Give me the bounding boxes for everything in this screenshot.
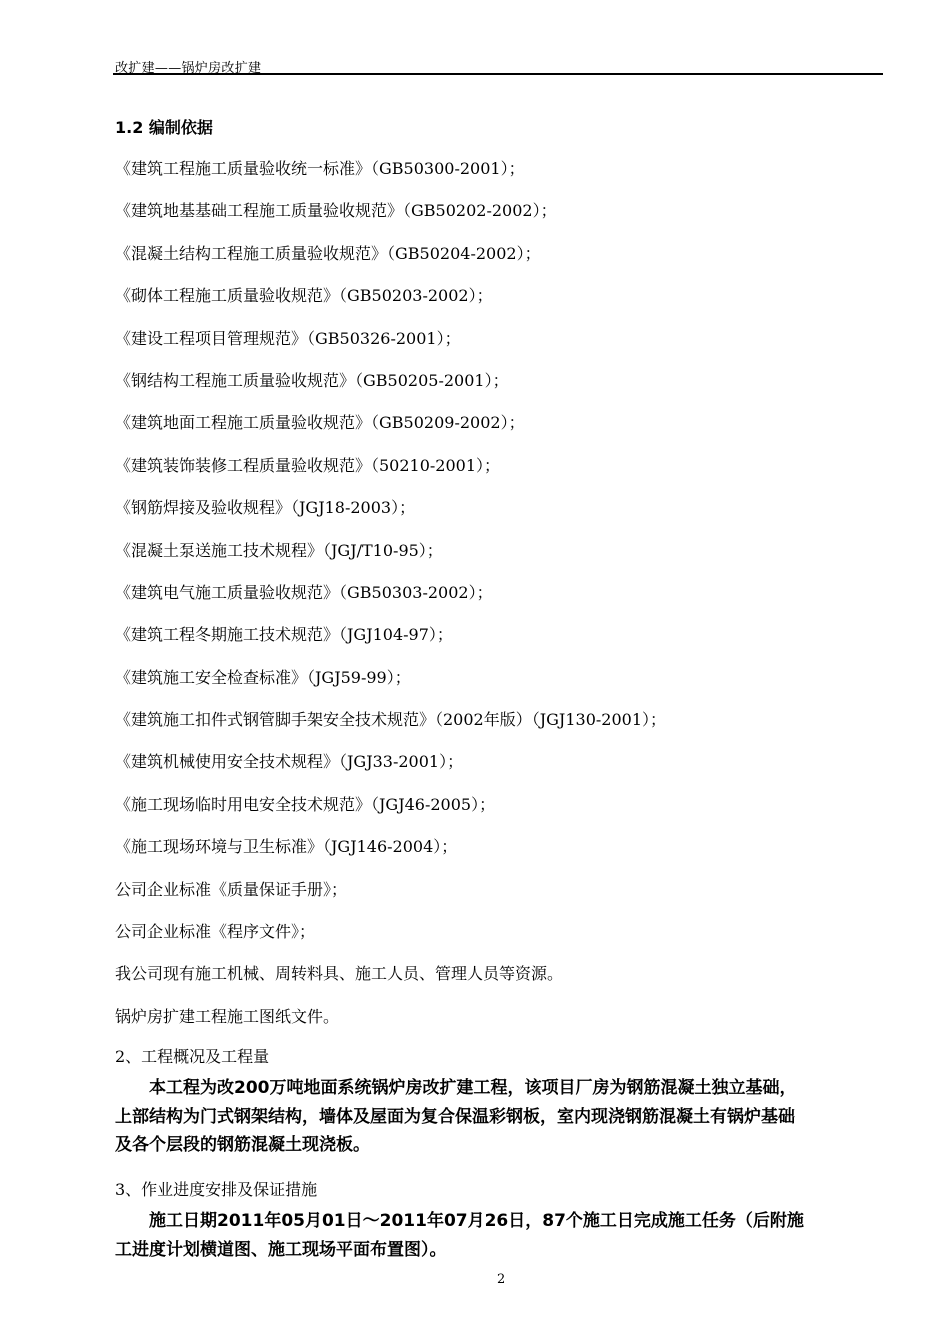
reference-item: 《混凝土泵送施工技术规程》（JGJ/T10-95）；: [115, 540, 443, 560]
reference-item: 《施工现场环境与卫生标准》（JGJ146-2004）；: [115, 837, 458, 857]
section2-heading: 2、工程概况及工程量: [115, 1047, 270, 1066]
reference-item: 《建筑地基基础工程施工质量验收规范》（GB50202-2002）；: [115, 201, 557, 221]
reference-item: 《建筑地面工程施工质量验收规范》（GB50209-2002）；: [115, 413, 525, 433]
reference-item: 《砌体工程施工质量验收规范》（GB50203-2002）；: [115, 286, 493, 306]
reference-item: 《建筑机械使用安全技术规程》（JGJ33-2001）；: [115, 752, 464, 772]
paragraph-line: 施工日期2011年05月01日～2011年07月26日，87个施工日完成施工任务（后附施: [149, 1211, 804, 1231]
reference-item: 《建筑装饰装修工程质量验收规范》（50210-2001）；: [115, 455, 501, 475]
reference-item: 《建筑工程施工质量验收统一标准》（GB50300-2001）；: [115, 159, 525, 178]
paragraph-line: 工进度计划横道图、施工现场平面布置图）。: [115, 1239, 447, 1260]
reference-item: 《钢结构工程施工质量验收规范》（GB50205-2001）；: [115, 370, 509, 390]
reference-item: 《混凝土结构工程施工质量验收规范》（GB50204-2002）；: [115, 243, 541, 263]
section-title: 1.2 编制依据: [115, 118, 213, 137]
header-divider: [113, 73, 883, 75]
reference-item: 《施工现场临时用电安全技术规范》（JGJ46-2005）；: [115, 794, 496, 814]
running-header: 改扩建——锅炉房改扩建: [115, 61, 262, 76]
reference-item: 《建筑工程冬期施工技术规范》（JGJ104-97）；: [115, 625, 453, 645]
reference-item: 《建筑电气施工质量验收规范》（GB50303-2002）；: [115, 582, 493, 602]
reference-item: 公司企业标准《程序文件》；: [115, 922, 316, 942]
reference-item: 锅炉房扩建工程施工图纸文件。: [115, 1006, 340, 1026]
reference-item: 我公司现有施工机械、周转料具、施工人员、管理人员等资源。: [115, 964, 564, 984]
reference-list: [115, 156, 666, 1046]
reference-item: 公司企业标准《质量保证手册》；: [115, 879, 348, 899]
page-number: 2: [497, 1272, 506, 1287]
reference-item: 《建设工程项目管理规范》（GB50326-2001）；: [115, 328, 461, 348]
section2-paragraph: [115, 1074, 885, 1160]
section3-paragraph: [115, 1207, 885, 1264]
reference-item: 《建筑施工安全检查标准》（JGJ59-99）；: [115, 667, 411, 687]
paragraph-line: 及各个层段的钢筋混凝土现浇板。: [115, 1135, 370, 1155]
reference-item: 《钢筋焊接及验收规程》（JGJ18-2003）；: [115, 498, 416, 518]
paragraph-line: 上部结构为门式钢架结构，墙体及屋面为复合保温彩钢板，室内现浇钢筋混凝土有锅炉基础: [115, 1106, 795, 1127]
reference-item: 《建筑施工扣件式钢管脚手架安全技术规范》（2002年版）（JGJ130-2001）；: [115, 710, 666, 730]
section3-heading: 3、作业进度安排及保证措施: [115, 1180, 318, 1199]
paragraph-line: 本工程为改200万吨地面系统锅炉房改扩建工程，该项目厂房为钢筋混凝土独立基础，: [149, 1078, 797, 1098]
